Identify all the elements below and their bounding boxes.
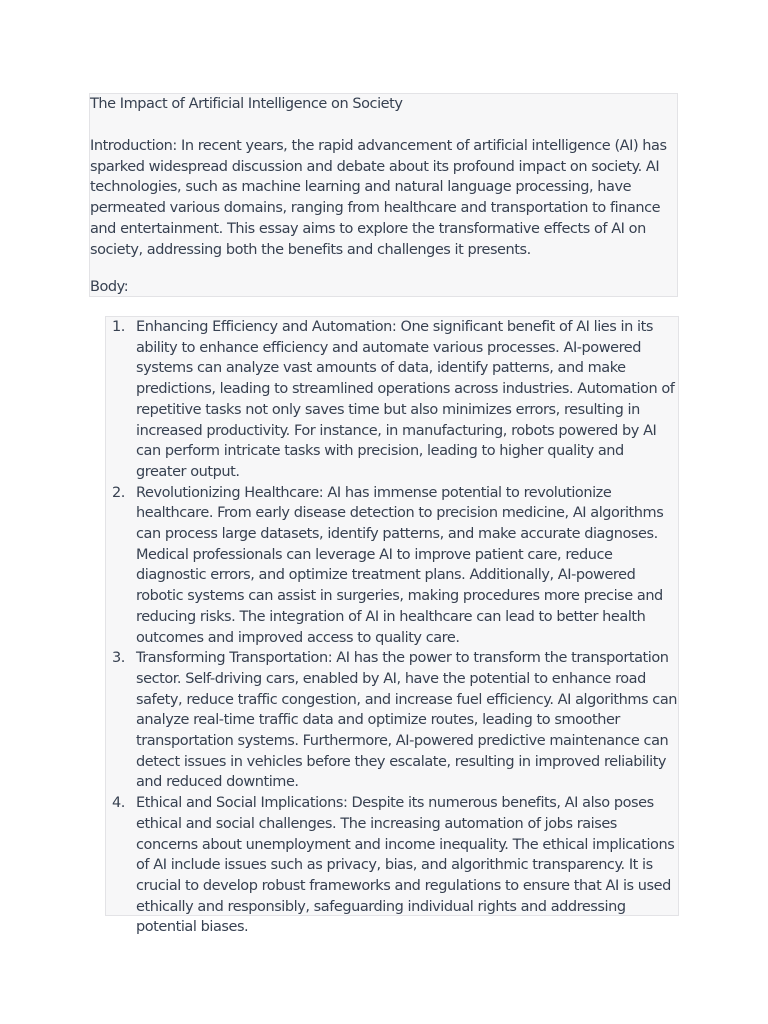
essay-header-block bbox=[89, 93, 678, 297]
list-item bbox=[106, 793, 678, 938]
list-item bbox=[106, 648, 678, 793]
body-label: Body: bbox=[90, 279, 129, 295]
list-item bbox=[106, 317, 678, 483]
essay-title: The Impact of Artificial Intelligence on Society bbox=[90, 96, 403, 112]
list-item-number: 1. bbox=[112, 319, 125, 335]
list-item-number: 4. bbox=[112, 795, 125, 812]
list-item bbox=[106, 483, 678, 649]
list-item-text: Ethical and Social Implications: Despite its numerous benefits, AI also poses ethical and social challenges. The increasing automation of jobs raises concerns about unemployment and income inequality. The ethical implications of AI include issues such as privacy, bias, and algorithmic transparency. It is crucial to develop robust frameworks and regulations to ensure that AI is used ethically and responsibly, safeguarding individual rights and addressing potential biases. bbox=[136, 795, 675, 936]
body-points-list bbox=[106, 317, 678, 938]
essay-body-block bbox=[105, 316, 679, 936]
list-item-text: Revolutionizing Healthcare: AI has immense potential to revolutionize healthcare. From early disease detection to precision medicine, AI algorithms can process large datasets, identify patterns, and make accurate diagnoses. Medical professionals can leverage AI to improve patient care, reduce diagnostic errors, and optimize treatment plans. Additionally, AI-powered robotic systems can assist in surgeries, making procedures more precise and reducing risks. The integration of AI in healthcare can lead to better health outcomes and improved access to quality care. bbox=[136, 484, 664, 646]
list-item-number: 2. bbox=[112, 484, 125, 501]
list-item-text: Transforming Transportation: AI has the power to transform the transportation sector. Self-driving cars, enabled by AI, have the potential to enhance road safety, reduce traffic congestion, and increase fuel efficiency. AI algorithms can analyze real-time traffic data and optimize routes, leading to smoother transportation systems. Furthermore, AI-powered predictive maintenance can detect issues in vehicles before they escalate, resulting in improved reliability and reduced downtime. bbox=[136, 650, 678, 791]
introduction-paragraph: Introduction: In recent years, the rapid advancement of artificial intelligence (AI) has sparked widespread discussion and debate about its profound impact on society. AI technologies, such as machine learning and natural language processing, have permeated various domains, ranging from healthcare and transportation to finance and entertainment. This essay aims to explore the transformative effects of AI on society, addressing both the benefits and challenges it presents. bbox=[90, 138, 667, 258]
list-item-text: Enhancing Efficiency and Automation: One significant benefit of AI lies in its ability to enhance efficiency and automate various processes. AI-powered systems can analyze vast amounts of data, identify patterns, and make predictions, leading to streamlined operations across industries. Automation of repetitive tasks not only saves time but also minimizes errors, resulting in increased productivity. For instance, in manufacturing, robots powered by AI can perform intricate tasks with precision, leading to higher quality and greater output. bbox=[136, 319, 675, 480]
list-item-number: 3. bbox=[112, 650, 125, 667]
